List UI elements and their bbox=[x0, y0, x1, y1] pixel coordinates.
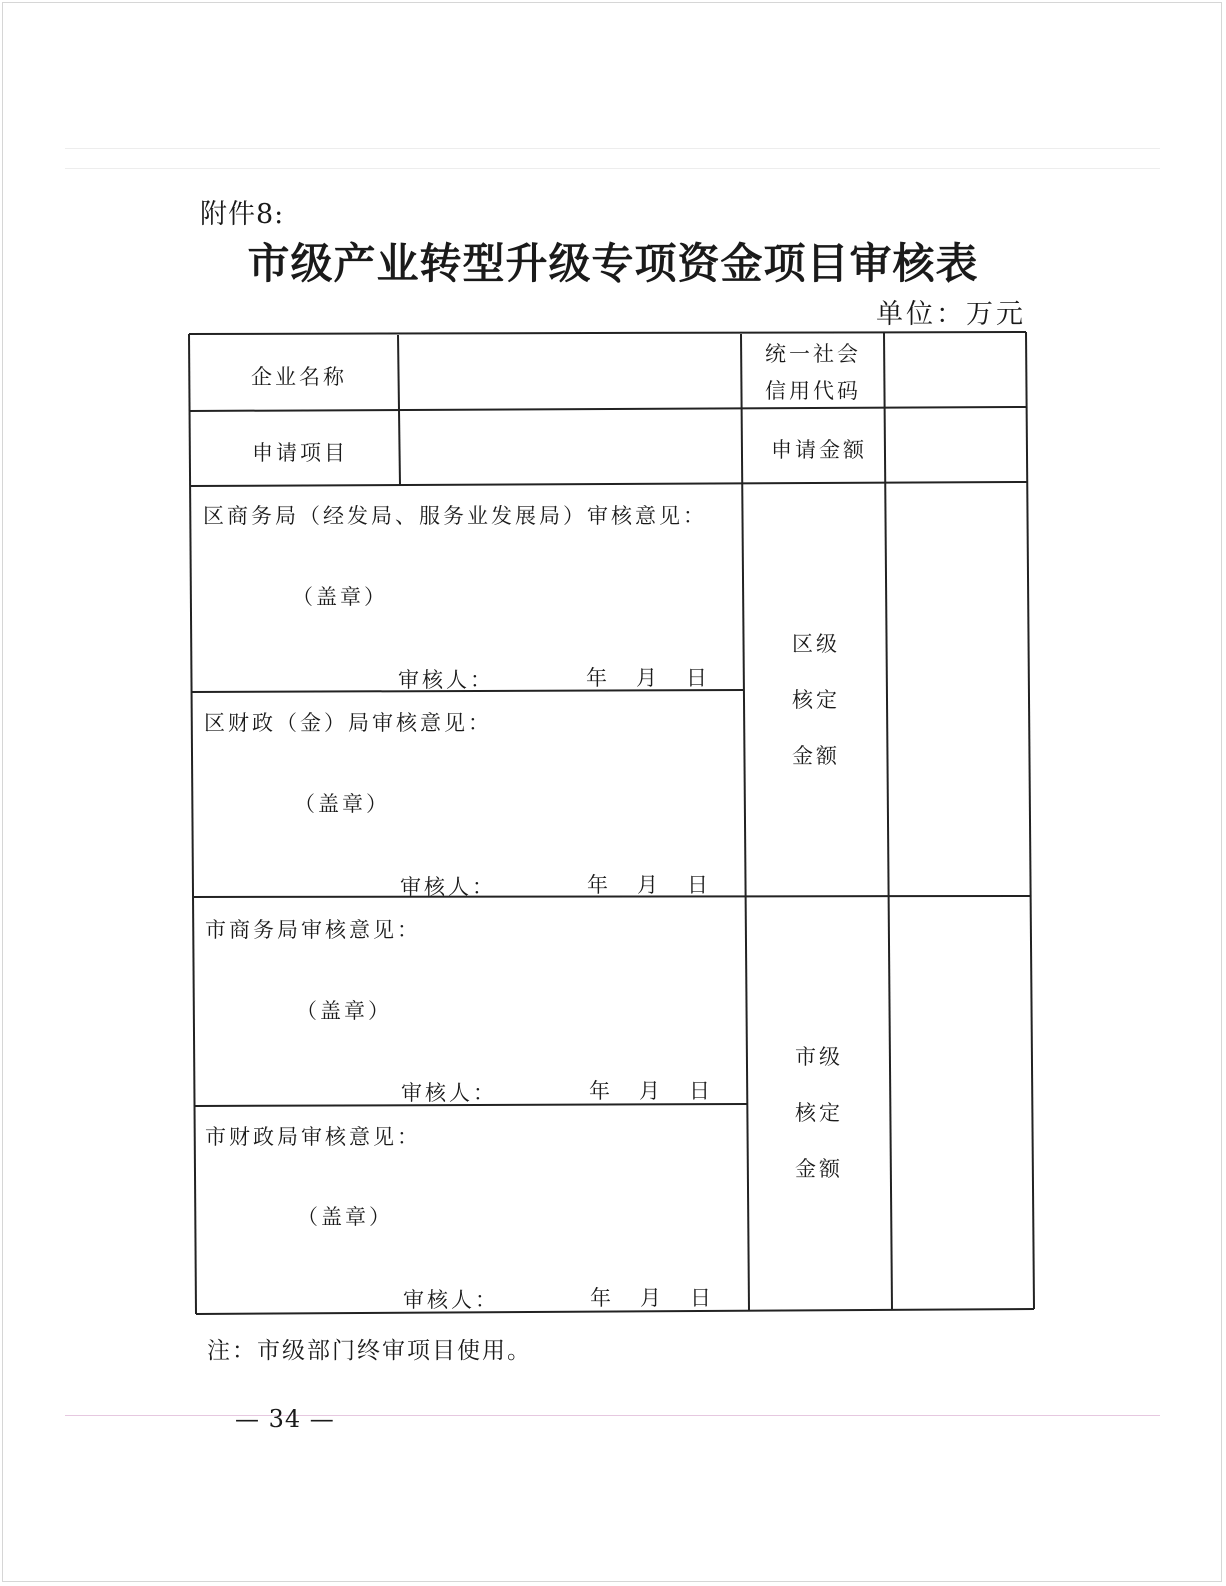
seal-label: （盖章） bbox=[297, 1205, 393, 1229]
city-approved-amount-label bbox=[789, 1029, 849, 1197]
district-amount-line1: 区级 bbox=[792, 632, 840, 656]
date-label: 年 月 日 bbox=[587, 873, 712, 897]
grid-line-col-2 bbox=[398, 335, 400, 485]
grid-line-right bbox=[1026, 332, 1034, 1309]
date-label: 年 月 日 bbox=[589, 1079, 714, 1103]
grid-line-col-4 bbox=[884, 333, 892, 1310]
city-amount-line3: 金额 bbox=[795, 1157, 843, 1181]
district-finance-heading: 区财政（金）局审核意见： bbox=[204, 711, 492, 735]
city-finance-heading: 市财政局审核意见： bbox=[205, 1125, 421, 1149]
company-name-label: 企业名称 bbox=[251, 365, 347, 389]
district-amount-line2: 核定 bbox=[792, 688, 840, 712]
grid-line-row-2 bbox=[190, 482, 1027, 486]
reviewer-label: 审核人： bbox=[398, 668, 494, 692]
city-amount-line1: 市级 bbox=[795, 1045, 843, 1069]
document-title: 市级产业转型升级专项资金项目审核表 bbox=[247, 239, 979, 288]
seal-label: （盖章） bbox=[292, 585, 388, 609]
grid-line-col-3 bbox=[741, 334, 749, 1310]
credit-code-label bbox=[752, 336, 874, 410]
reviewer-label: 审核人： bbox=[400, 875, 496, 899]
reviewer-label: 审核人： bbox=[403, 1288, 499, 1312]
seal-label: （盖章） bbox=[294, 792, 390, 816]
footer-rule bbox=[65, 1415, 1160, 1416]
unit-label: 单位：万元 bbox=[876, 299, 1026, 330]
seal-label: （盖章） bbox=[296, 999, 392, 1023]
grid-line-left bbox=[189, 334, 196, 1314]
date-label: 年 月 日 bbox=[590, 1286, 715, 1310]
district-amount-line3: 金额 bbox=[792, 744, 840, 768]
project-label: 申请项目 bbox=[252, 441, 348, 465]
grid-line-top bbox=[189, 332, 1026, 334]
credit-code-label-line1: 统一社会 bbox=[765, 342, 861, 366]
district-approved-amount-label bbox=[786, 616, 846, 784]
credit-code-label-line2: 信用代码 bbox=[765, 379, 861, 403]
amount-label: 申请金额 bbox=[771, 438, 867, 462]
grid-line-row-1 bbox=[189, 407, 1026, 411]
attachment-label: 附件8: bbox=[200, 199, 285, 230]
reviewer-label: 审核人： bbox=[401, 1081, 497, 1105]
footnote: 注：市级部门终审项目使用。 bbox=[207, 1338, 532, 1364]
page-number: — 34 — bbox=[235, 1405, 335, 1433]
date-label: 年 月 日 bbox=[586, 666, 711, 690]
city-commerce-heading: 市商务局审核意见： bbox=[205, 918, 421, 942]
city-amount-line2: 核定 bbox=[795, 1101, 843, 1125]
district-commerce-heading: 区商务局（经发局、服务业发展局）审核意见： bbox=[203, 504, 707, 528]
